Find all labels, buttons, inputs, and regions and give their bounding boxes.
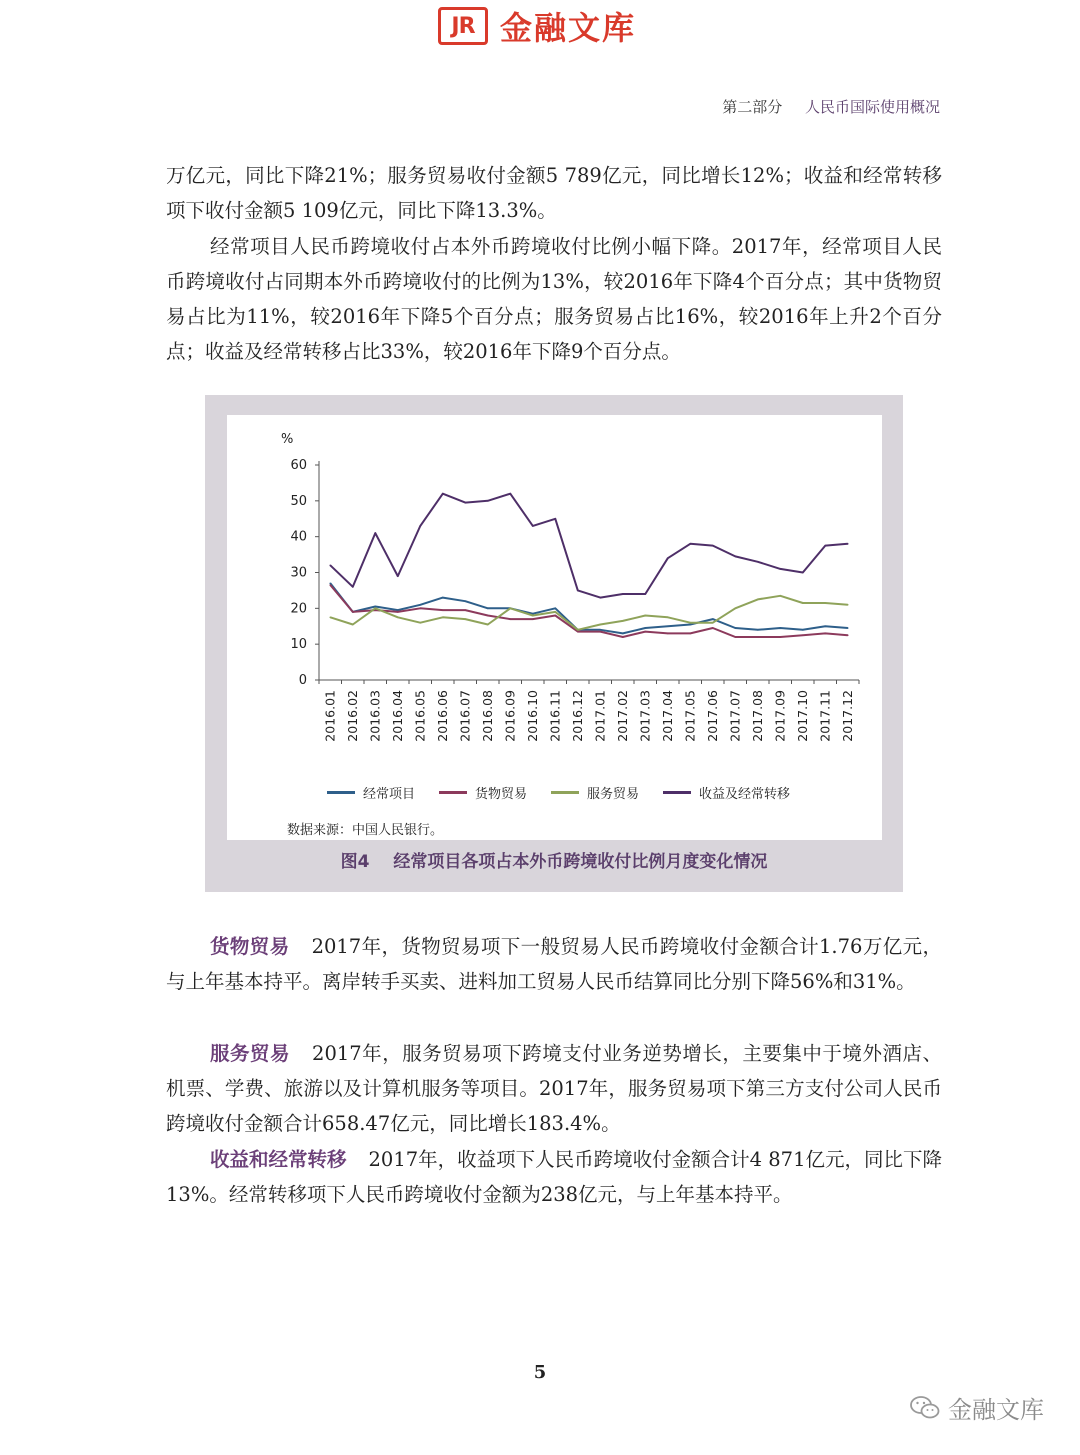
y-tick-label: 20 — [290, 601, 307, 617]
data-point — [824, 545, 826, 547]
paragraph-goods-trade — [166, 929, 942, 999]
section-part: 第二部分 — [722, 98, 783, 116]
data-point — [397, 609, 399, 611]
data-point — [464, 502, 466, 504]
data-point — [847, 604, 849, 606]
data-point — [599, 631, 601, 633]
x-tick-label: 2017.08 — [749, 690, 765, 742]
x-tick-label: 2016.01 — [322, 690, 338, 742]
data-point — [847, 634, 849, 636]
figure-number: 图4 — [340, 852, 370, 872]
data-point — [847, 543, 849, 545]
paragraph-goods-trade-text: 2017年，货物贸易项下一般贸易人民币跨境收付金额合计1.76万亿元，与上年基本持平。离岸转手买卖、进料加工贸易人民币结算同比分别下降56%和31%。 — [166, 935, 942, 993]
line-chart — [227, 415, 882, 840]
data-point — [442, 616, 444, 618]
wechat-icon — [910, 1395, 940, 1421]
data-point — [802, 629, 804, 631]
data-point — [419, 608, 421, 610]
x-tick-label: 2017.03 — [637, 690, 653, 742]
data-point — [464, 618, 466, 620]
data-point — [689, 633, 691, 635]
data-point — [779, 636, 781, 638]
data-point — [532, 615, 534, 617]
data-point — [509, 608, 511, 610]
data-point — [757, 561, 759, 563]
data-point — [712, 627, 714, 629]
x-tick-label: 2016.07 — [457, 690, 473, 742]
x-tick-label: 2016.02 — [344, 690, 360, 742]
data-point — [442, 609, 444, 611]
data-point — [442, 597, 444, 599]
data-point — [757, 599, 759, 601]
keyword-income-transfer: 收益和经常转移 — [210, 1148, 347, 1171]
data-point — [554, 608, 556, 610]
data-point — [577, 631, 579, 633]
data-point — [329, 565, 331, 567]
data-point — [329, 584, 331, 586]
data-point — [464, 609, 466, 611]
watermark — [910, 1390, 1044, 1425]
data-point — [757, 636, 759, 638]
legend-label: 收益及经常转移 — [699, 787, 791, 802]
figure-title: 经常项目各项占本外币跨境收付比例月度变化情况 — [393, 852, 768, 872]
data-point — [824, 625, 826, 627]
series-line-3 — [330, 494, 848, 598]
data-point — [802, 634, 804, 636]
x-tick-label: 2017.04 — [659, 690, 675, 742]
data-point — [622, 593, 624, 595]
section-header — [722, 96, 940, 117]
x-tick-label: 2016.06 — [434, 690, 450, 742]
x-tick-label: 2017.10 — [794, 690, 810, 742]
data-point — [734, 608, 736, 610]
data-point — [374, 606, 376, 608]
paragraph-2: 经常项目人民币跨境收付占本外币跨境收付比例小幅下降。2017年，经常项目人民币跨境收付占同期本外币跨境收付的比例为13%，较2016年下降4个百分点；其中货物贸易占比为11%，较2016年下降5个百分点；服务贸易占比16%，较2016年上升2个百分点；收益及经常转移占比33%，较2016年下降9个百分点。 — [166, 235, 942, 363]
data-point — [712, 545, 714, 547]
y-axis-unit-label: % — [281, 432, 294, 447]
legend-label: 服务贸易 — [587, 787, 640, 802]
data-point — [644, 593, 646, 595]
chart-legend — [327, 783, 814, 802]
data-point — [802, 572, 804, 574]
paragraph-1: 万亿元，同比下降21%；服务贸易收付金额5 789亿元，同比增长12%；收益和经常转移项下收付金额5 109亿元，同比下降13.3%。 — [166, 164, 942, 222]
data-point — [667, 625, 669, 627]
legend-swatch — [327, 791, 355, 794]
legend-swatch — [551, 791, 579, 794]
paragraph-income-transfer-text: 2017年，收益项下人民币跨境收付金额合计4 871亿元，同比下降13%。经常转移项下人民币跨境收付金额为238亿元，与上年基本持平。 — [166, 1148, 942, 1206]
brand-logo — [438, 4, 636, 48]
keyword-service-trade: 服务贸易 — [210, 1042, 291, 1065]
data-point — [419, 622, 421, 624]
keyword-goods-trade: 货物贸易 — [210, 935, 290, 958]
x-tick-label: 2016.12 — [569, 690, 585, 742]
data-point — [352, 611, 354, 613]
y-tick-label: 60 — [290, 458, 307, 473]
series-line-0 — [330, 583, 848, 633]
figure-caption — [205, 847, 903, 872]
data-point — [779, 568, 781, 570]
data-point — [397, 611, 399, 613]
x-tick-label: 2016.11 — [547, 690, 563, 742]
x-tick-label: 2017.09 — [772, 690, 788, 742]
data-point — [622, 620, 624, 622]
data-point — [712, 618, 714, 620]
series-line-2 — [330, 596, 848, 630]
data-point — [734, 556, 736, 558]
brand-name: 金融文库 — [500, 9, 637, 47]
x-tick-label: 2016.10 — [524, 690, 540, 742]
y-tick-label: 40 — [290, 529, 307, 545]
data-point — [374, 532, 376, 534]
paragraph-service-trade-text: 2017年，服务贸易项下跨境支付业务逆势增长，主要集中于境外酒店、机票、学费、旅游以及计算机服务等项目。2017年，服务贸易项下第三方支付公司人民币跨境收付金额合计658.47亿元，同比增长183.4%。 — [166, 1042, 942, 1135]
data-point — [802, 602, 804, 604]
legend-item-current-account — [327, 783, 415, 802]
x-tick-label: 2016.04 — [389, 690, 405, 742]
data-source-note: 数据来源：中国人民银行。 — [287, 823, 444, 838]
legend-item-income-transfer — [663, 783, 790, 802]
data-point — [509, 493, 511, 495]
data-point — [487, 624, 489, 626]
x-tick-label: 2017.05 — [682, 690, 698, 742]
data-point — [577, 629, 579, 631]
data-point — [689, 622, 691, 624]
x-tick-label: 2016.09 — [502, 690, 518, 742]
data-point — [487, 615, 489, 617]
data-point — [667, 616, 669, 618]
data-point — [419, 525, 421, 527]
data-point — [329, 582, 331, 584]
data-point — [779, 627, 781, 629]
data-point — [487, 500, 489, 502]
data-point — [397, 616, 399, 618]
data-point — [712, 622, 714, 624]
legend-item-goods-trade — [439, 783, 527, 802]
data-point — [667, 557, 669, 559]
logo-mark-icon: JR — [438, 7, 488, 45]
section-title: 人民币国际使用概况 — [804, 98, 940, 116]
y-tick-label: 30 — [290, 565, 307, 581]
data-point — [622, 633, 624, 635]
x-tick-label: 2017.12 — [839, 690, 855, 742]
page-number: 5 — [533, 1362, 547, 1383]
data-point — [757, 629, 759, 631]
legend-label: 货物贸易 — [475, 787, 528, 802]
x-tick-label: 2016.05 — [412, 690, 428, 742]
data-point — [734, 627, 736, 629]
data-point — [577, 590, 579, 592]
data-point — [644, 631, 646, 633]
paragraph-income-transfer — [166, 1142, 942, 1212]
figure-4 — [205, 395, 903, 892]
data-point — [734, 636, 736, 638]
x-tick-label: 2017.07 — [727, 690, 743, 742]
x-tick-label: 2016.03 — [367, 690, 383, 742]
data-point — [599, 624, 601, 626]
x-tick-label: 2017.01 — [592, 690, 608, 742]
data-point — [667, 633, 669, 635]
legend-item-service-trade — [551, 783, 639, 802]
data-point — [532, 525, 534, 527]
legend-swatch — [663, 791, 691, 794]
data-point — [554, 611, 556, 613]
data-point — [824, 633, 826, 635]
data-point — [599, 629, 601, 631]
data-point — [464, 600, 466, 602]
data-point — [442, 493, 444, 495]
data-point — [352, 624, 354, 626]
y-tick-label: 0 — [298, 673, 307, 688]
x-tick-label: 2017.02 — [614, 690, 630, 742]
data-point — [622, 636, 624, 638]
data-point — [554, 518, 556, 520]
y-tick-label: 50 — [290, 493, 307, 509]
x-tick-label: 2016.08 — [479, 690, 495, 742]
data-point — [532, 618, 534, 620]
data-point — [644, 627, 646, 629]
data-point — [397, 575, 399, 577]
y-tick-label: 10 — [290, 637, 307, 653]
data-point — [329, 616, 331, 618]
data-point — [352, 586, 354, 588]
data-point — [779, 595, 781, 597]
paragraph-service-trade — [166, 1036, 942, 1141]
data-point — [509, 618, 511, 620]
legend-label: 经常项目 — [363, 787, 416, 802]
data-point — [599, 597, 601, 599]
watermark-text: 金融文库 — [948, 1396, 1044, 1424]
x-tick-label: 2017.06 — [704, 690, 720, 742]
x-tick-label: 2017.11 — [817, 690, 833, 742]
data-point — [689, 543, 691, 545]
data-point — [644, 615, 646, 617]
data-point — [487, 608, 489, 610]
legend-swatch — [439, 791, 467, 794]
data-point — [419, 604, 421, 606]
data-point — [824, 602, 826, 604]
data-point — [847, 627, 849, 629]
data-point — [689, 624, 691, 626]
data-point — [554, 615, 556, 617]
data-point — [374, 608, 376, 610]
chart-area — [227, 415, 882, 840]
